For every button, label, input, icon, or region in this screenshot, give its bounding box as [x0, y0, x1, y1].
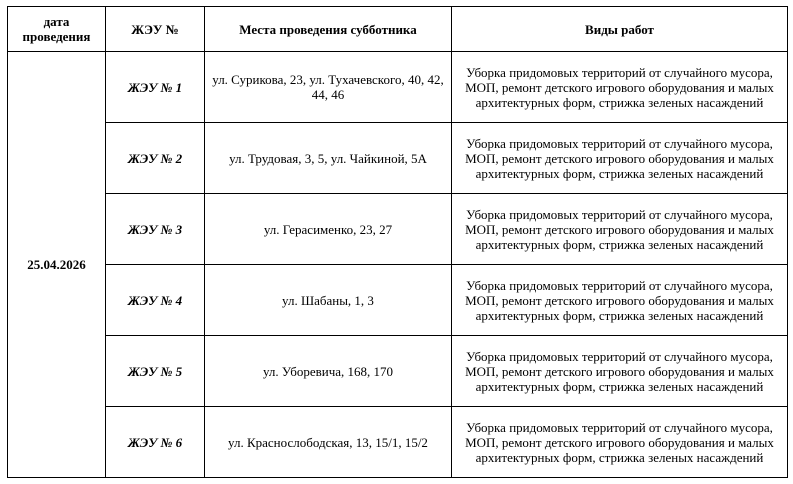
works-cell: Уборка придомовых территорий от случайного мусора, МОП, ремонт детского игрового оборудования и малых архитектурных форм, стрижка зеленых насаждений: [452, 336, 788, 407]
table-row: [8, 123, 788, 194]
zheu-cell: ЖЭУ № 5: [106, 336, 205, 407]
place-cell: ул. Сурикова, 23, ул. Тухачевского, 40, 42, 44, 46: [205, 52, 452, 123]
header-zheu: ЖЭУ №: [106, 7, 205, 52]
table-row: [8, 52, 788, 123]
header-works: Виды работ: [452, 7, 788, 52]
header-row: [8, 7, 788, 52]
place-cell: ул. Трудовая, 3, 5, ул. Чайкиной, 5А: [205, 123, 452, 194]
subbotnik-schedule-table: [7, 6, 788, 478]
works-cell: Уборка придомовых территорий от случайного мусора, МОП, ремонт детского игрового оборудования и малых архитектурных форм, стрижка зеленых насаждений: [452, 407, 788, 478]
zheu-cell: ЖЭУ № 3: [106, 194, 205, 265]
header-place: Места проведения субботника: [205, 7, 452, 52]
works-cell: Уборка придомовых территорий от случайного мусора, МОП, ремонт детского игрового оборудования и малых архитектурных форм, стрижка зеленых насаждений: [452, 52, 788, 123]
zheu-cell: ЖЭУ № 1: [106, 52, 205, 123]
place-cell: ул. Герасименко, 23, 27: [205, 194, 452, 265]
zheu-cell: ЖЭУ № 4: [106, 265, 205, 336]
place-cell: ул. Уборевича, 168, 170: [205, 336, 452, 407]
header-date: дата проведения: [8, 7, 106, 52]
table-row: [8, 336, 788, 407]
date-cell: 25.04.2026: [8, 52, 106, 478]
place-cell: ул. Шабаны, 1, 3: [205, 265, 452, 336]
table-row: [8, 194, 788, 265]
zheu-cell: ЖЭУ № 6: [106, 407, 205, 478]
zheu-cell: ЖЭУ № 2: [106, 123, 205, 194]
table-row: [8, 265, 788, 336]
works-cell: Уборка придомовых территорий от случайного мусора, МОП, ремонт детского игрового оборудования и малых архитектурных форм, стрижка зеленых насаждений: [452, 194, 788, 265]
works-cell: Уборка придомовых территорий от случайного мусора, МОП, ремонт детского игрового оборудования и малых архитектурных форм, стрижка зеленых насаждений: [452, 123, 788, 194]
table-row: [8, 407, 788, 478]
place-cell: ул. Краснослободская, 13, 15/1, 15/2: [205, 407, 452, 478]
works-cell: Уборка придомовых территорий от случайного мусора, МОП, ремонт детского игрового оборудования и малых архитектурных форм, стрижка зеленых насаждений: [452, 265, 788, 336]
